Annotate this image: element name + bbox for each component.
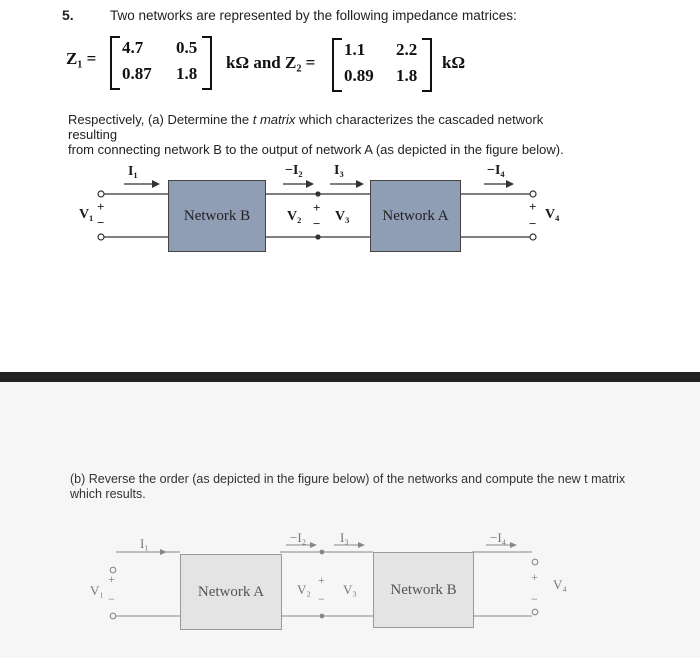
figure-a-V2-plus: + (313, 200, 321, 215)
figure-b-V4: V₄ (553, 577, 567, 592)
part-a-line1-ital: t matrix (252, 112, 296, 127)
figure-a-network-b-label: Network B (183, 207, 251, 224)
part-a-line1-post: which characterizes the cascaded network resulting (68, 112, 544, 142)
figure-b-network-b (373, 552, 474, 628)
z1-r2c2: 1.8 (176, 64, 198, 83)
figure-a-network-b (168, 180, 266, 252)
figure-b-I2: −I₂ (290, 530, 307, 545)
question-intro: Two networks are represented by the following impedance matrices: (110, 8, 517, 23)
figure-b-V4-minus: − (531, 592, 538, 606)
matrix-joiner: kΩ and Z₂ = (226, 53, 316, 72)
figure-a-V2: V₂ (287, 209, 302, 224)
z1-label: Z₁ = (66, 49, 97, 68)
figure-b-V2-plus: + (318, 573, 325, 587)
figure-b-V1-minus: − (108, 592, 115, 606)
figure-b-V1-plus: + (108, 572, 115, 586)
z2-r1c2: 2.2 (396, 40, 418, 59)
figure-b-network-a (180, 554, 282, 630)
figure-b-I1: I₁ (140, 536, 149, 551)
page-divider (0, 372, 700, 382)
part-a-line1-pre: Respectively, (a) Determine the (68, 112, 253, 127)
figure-a-network-a (370, 180, 461, 252)
figure-b-V3: V₃ (343, 582, 357, 597)
figure-a-V4-plus: + (529, 199, 537, 214)
part-b-line2: which results. (70, 487, 146, 501)
z2-r1c1: 1.1 (344, 40, 366, 59)
figure-b-wiring (0, 382, 700, 658)
figure-a-V1-plus: + (97, 199, 105, 214)
figure-a-V1: V₁ (79, 207, 94, 222)
question-number: 5. (62, 7, 74, 23)
z2-unit: kΩ (442, 53, 466, 72)
figure-b-V1: V₁ (90, 583, 104, 598)
z2-r2c2: 1.8 (396, 66, 418, 85)
figure-b-V4-plus: + (531, 570, 538, 584)
figure-a-I3: I₃ (334, 163, 344, 178)
figure-b-I4: −I₄ (490, 530, 507, 545)
figure-b-V2-minus: − (318, 592, 325, 606)
figure-b-network-a-label: Network A (197, 583, 265, 600)
figure-a-V2-minus: − (313, 216, 321, 231)
z2-r2c1: 0.89 (344, 66, 374, 85)
figure-a-V4-minus: − (529, 216, 537, 231)
figure-a-I1: I₁ (128, 164, 138, 179)
figure-a-V3: V₃ (335, 209, 350, 224)
figure-a-V1-minus: − (97, 215, 105, 230)
figure-b-V2: V₂ (297, 582, 311, 597)
part-a-line2: from connecting network B to the output of network A (as depicted in the figure below). (68, 142, 564, 157)
figure-a-I4: −I₄ (487, 163, 505, 178)
figure-b-I3: I₃ (340, 530, 349, 545)
z1-r1c1: 4.7 (122, 38, 144, 57)
figure-b-network-b-label: Network B (390, 581, 457, 598)
z1-r2c1: 0.87 (122, 64, 152, 83)
figure-a-V4: V₄ (545, 207, 560, 222)
figure-a-I2: −I₂ (285, 163, 303, 178)
z1-r1c2: 0.5 (176, 38, 198, 57)
part-b-line1: (b) Reverse the order (as depicted in the figure below) of the networks and compute the new t matrix (70, 472, 626, 486)
figure-a-network-a-label: Network A (382, 207, 449, 224)
